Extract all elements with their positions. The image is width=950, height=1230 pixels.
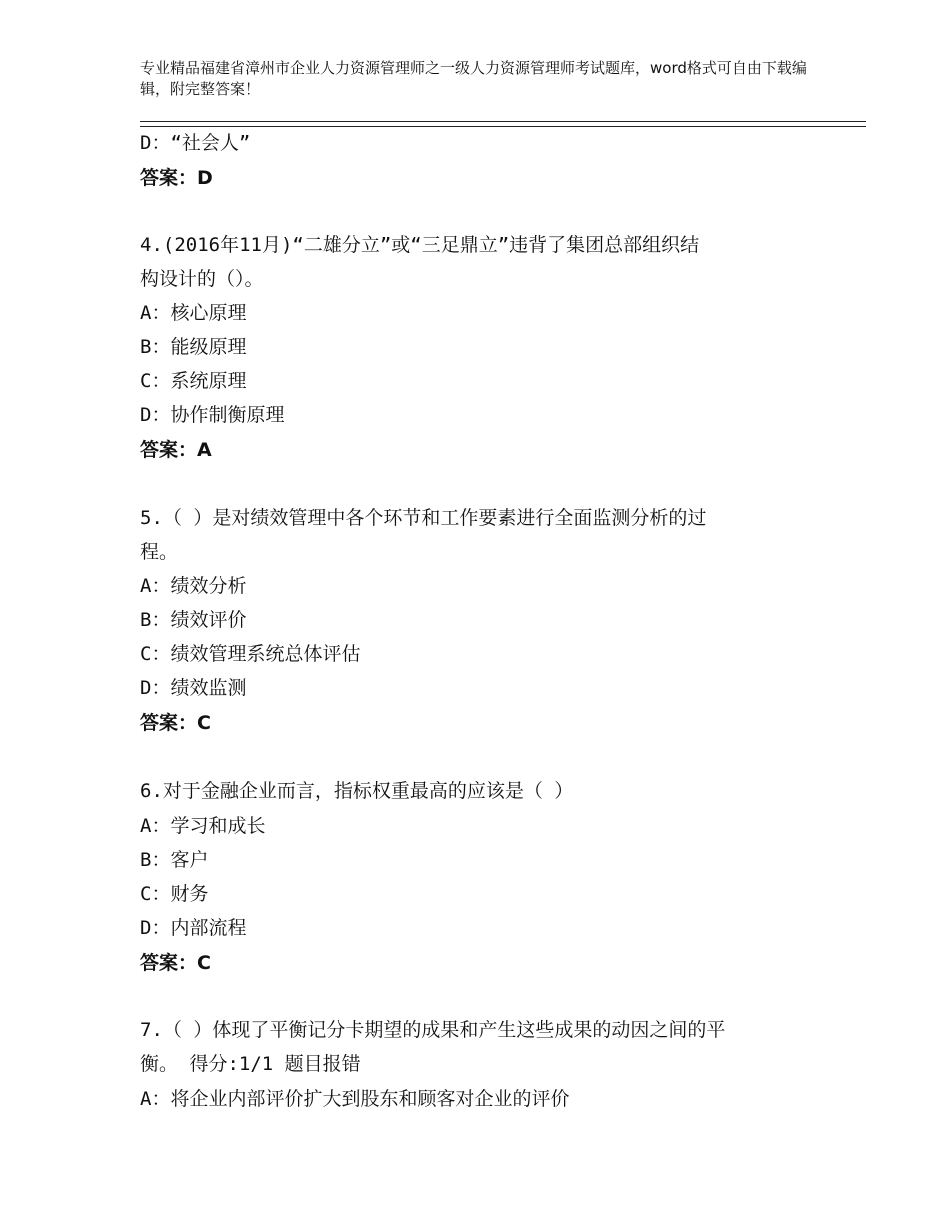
q5-option-b: B：绩效评价 — [140, 609, 247, 631]
q5-option-a: A：绩效分析 — [140, 575, 247, 597]
q4-option-b: B：能级原理 — [140, 336, 247, 358]
q4-stem-line1: 4.(2016年11月)“二雄分立”或“三足鼎立”违背了集团总部组织结 — [140, 234, 700, 256]
q5-answer: 答案：C — [140, 712, 211, 734]
q4-option-c: C：系统原理 — [140, 370, 247, 392]
q3-answer: 答案：D — [140, 167, 213, 189]
q7-stem-line2: 衡。 得分:1/1 题目报错 — [140, 1053, 361, 1075]
q6-option-c: C：财务 — [140, 883, 209, 905]
q5-stem-line2: 程。 — [140, 541, 179, 563]
q3-option-d: D：“社会人” — [140, 132, 251, 154]
document-header: 专业精品福建省漳州市企业人力资源管理师之一级人力资源管理师考试题库，word格式可自由下载编辑，附完整答案！ — [140, 59, 807, 98]
q4-option-a: A：核心原理 — [140, 302, 247, 324]
q7-option-a: A：将企业内部评价扩大到股东和顾客对企业的评价 — [140, 1088, 570, 1110]
q4-stem-line2: 构设计的（）。 — [140, 268, 264, 290]
q7-stem-line1: 7.（ ）体现了平衡记分卡期望的成果和产生这些成果的动因之间的平 — [140, 1019, 726, 1041]
q5-option-c: C：绩效管理系统总体评估 — [140, 643, 361, 665]
q6-answer: 答案：C — [140, 952, 211, 974]
q4-option-d: D：协作制衡原理 — [140, 404, 285, 426]
q5-option-d: D：绩效监测 — [140, 677, 247, 699]
q5-stem-line1: 5.（ ）是对绩效管理中各个环节和工作要素进行全面监测分析的过 — [140, 507, 707, 529]
q6-option-a: A：学习和成长 — [140, 815, 266, 837]
q6-option-b: B：客户 — [140, 849, 209, 871]
q4-answer: 答案：A — [140, 439, 212, 461]
q6-option-d: D：内部流程 — [140, 917, 247, 939]
q6-stem-line1: 6.对于金融企业而言，指标权重最高的应该是（ ） — [140, 780, 574, 802]
